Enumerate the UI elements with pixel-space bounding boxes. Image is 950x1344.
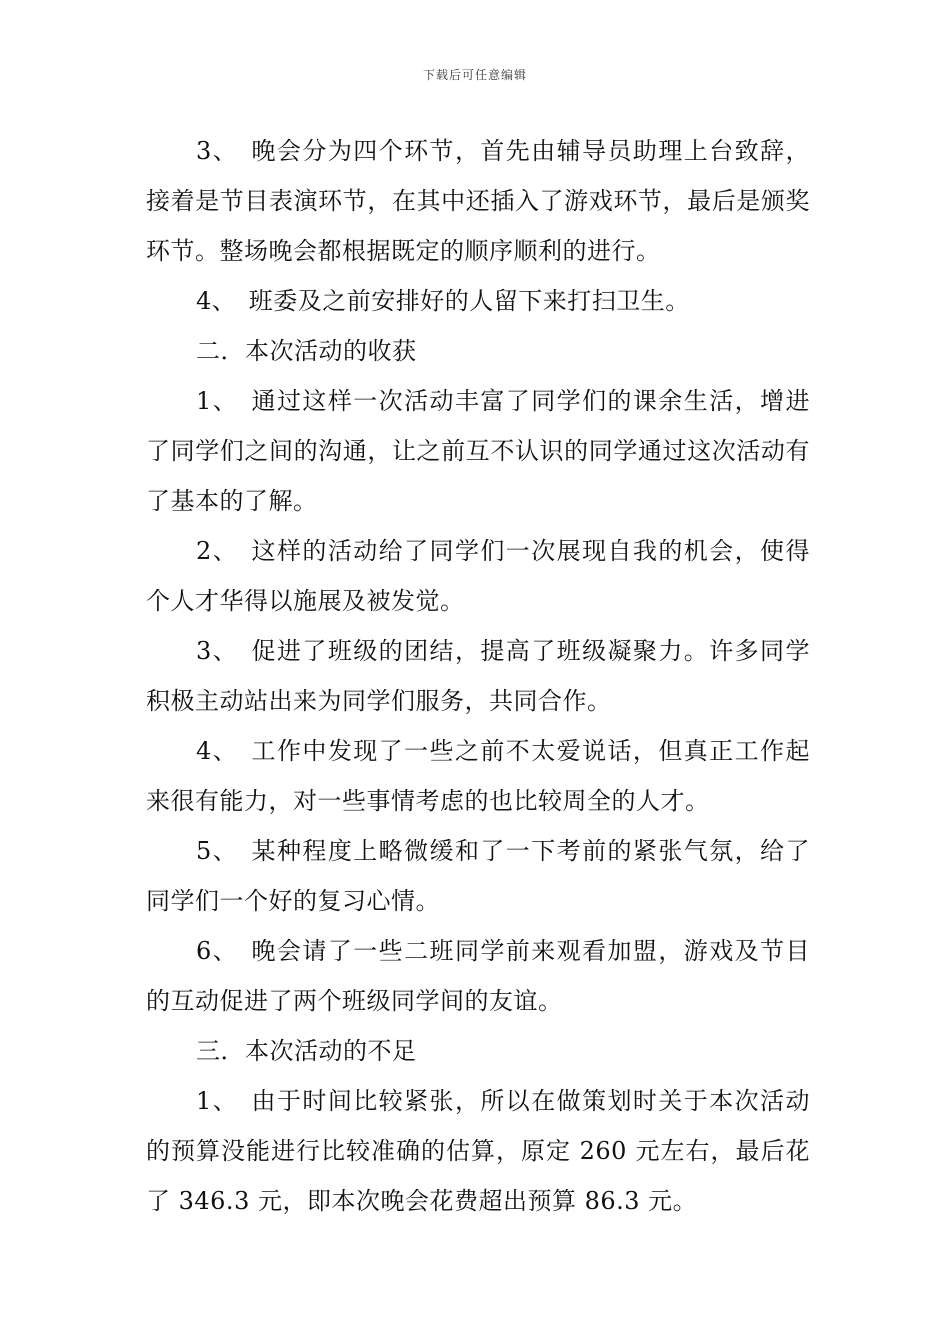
gain-item-3: 3、 促进了班级的团结，提高了班级凝聚力。许多同学积极主动站出来为同学们服务，共同合作。	[146, 637, 810, 715]
gain-item-1: 1、 通过这样一次活动丰富了同学们的课余生活，增进了同学们之间的沟通，让之前互不认识的同学通过这次活动有了基本的了解。	[146, 387, 810, 515]
paragraph-4-cleanup: 4、 班委及之前安排好的人留下来打扫卫生。	[196, 287, 690, 315]
header-note: 下载后可任意编辑	[422, 68, 527, 82]
gain-item-2: 2、 这样的活动给了同学们一次展现自我的机会，使得个人才华得以施展及被发觉。	[146, 537, 810, 615]
section-heading-gains: 二．本次活动的收获	[196, 337, 417, 365]
gain-item-6: 6、 晚会请了一些二班同学前来观看加盟，游戏及节目的互动促进了两个班级同学间的友谊。	[146, 937, 810, 1015]
section-heading-shortcomings: 三．本次活动的不足	[196, 1037, 417, 1065]
document-body	[146, 126, 810, 1226]
paragraph-3-evening-sections: 3、 晚会分为四个环节，首先由辅导员助理上台致辞，接着是节目表演环节，在其中还插入了游戏环节，最后是颁奖环节。整场晚会都根据既定的顺序顺利的进行。	[146, 137, 810, 265]
gain-item-5: 5、 某种程度上略微缓和了一下考前的紧张气氛，给了同学们一个好的复习心情。	[146, 837, 810, 915]
shortcoming-item-1: 1、 由于时间比较紧张，所以在做策划时关于本次活动的预算没能进行比较准确的估算，原定 260 元左右，最后花了 346.3 元，即本次晚会花费超出预算 86.3 元。	[146, 1087, 810, 1215]
gain-item-4: 4、 工作中发现了一些之前不太爱说话，但真正工作起来很有能力，对一些事情考虑的也比较周全的人才。	[146, 737, 810, 815]
